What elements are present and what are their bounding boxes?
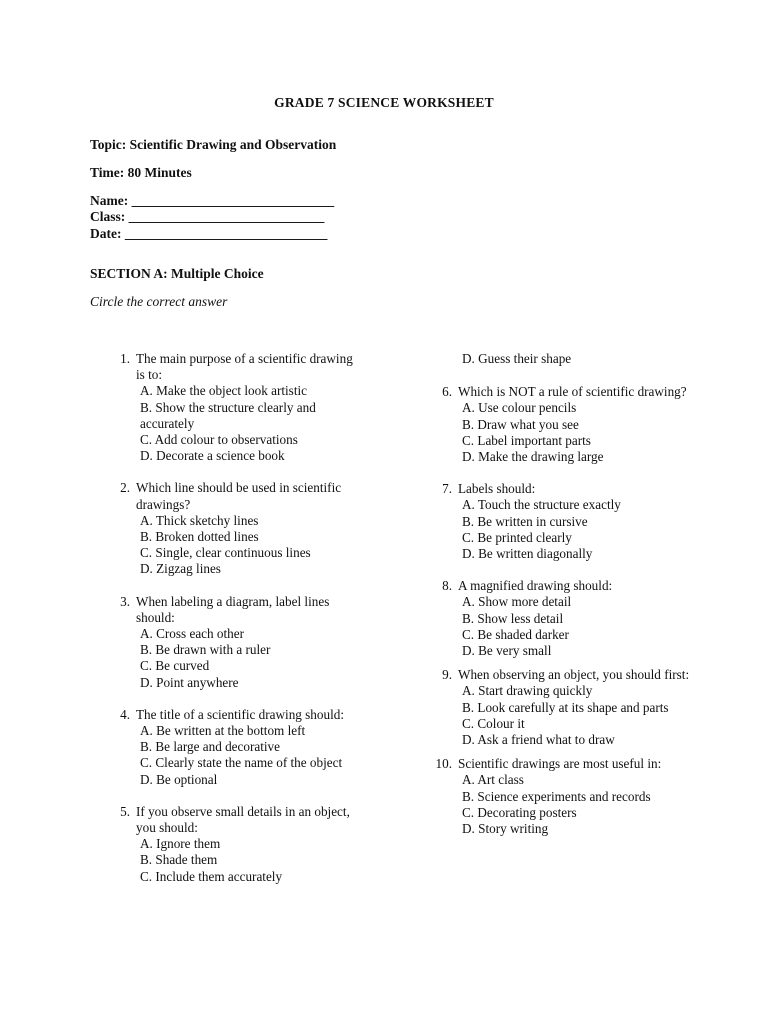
question-number: 3. xyxy=(120,593,130,609)
question-text: Which line should be used in scientific drawings? xyxy=(136,480,342,512)
question-number: 2. xyxy=(120,480,130,496)
answer-option: D. Story writing xyxy=(462,821,549,837)
answer-option: C. Be curved xyxy=(140,658,210,674)
question-number: 10. xyxy=(435,756,452,772)
answer-option: C. Clearly state the name of the object xyxy=(140,755,343,771)
left-question-column xyxy=(108,351,358,901)
answer-option: A. Art class xyxy=(462,772,524,788)
question-number: 1. xyxy=(120,351,130,366)
answer-option: D. Make the drawing large xyxy=(462,449,604,465)
question-text: Which is NOT a rule of scientific drawing? xyxy=(458,384,687,400)
question-number: 4. xyxy=(120,706,130,722)
answer-option: A. Cross each other xyxy=(140,626,245,642)
question-text: A magnified drawing should: xyxy=(458,578,613,594)
answer-option: D. Be optional xyxy=(140,771,218,787)
time-line: Time: 80 Minutes xyxy=(90,165,192,180)
date-field: Date: ______________________________ xyxy=(90,226,328,241)
answer-option: B. Be drawn with a ruler xyxy=(140,642,271,658)
answer-option: A. Touch the structure exactly xyxy=(462,497,621,513)
answer-option: C. Add colour to observations xyxy=(140,432,298,448)
answer-option: A. Be written at the bottom left xyxy=(140,723,306,739)
answer-option: B. Show the structure clearly and accurately xyxy=(140,399,316,431)
question-item xyxy=(108,480,358,577)
answer-option: C. Be shaded darker xyxy=(462,626,569,642)
answer-option: A. Use colour pencils xyxy=(462,400,577,416)
answer-option: A. Thick sketchy lines xyxy=(140,512,259,528)
answer-option: C. Single, clear continuous lines xyxy=(140,545,311,561)
answer-option: B. Draw what you see xyxy=(462,416,579,432)
answer-option: C. Be printed clearly xyxy=(462,529,572,545)
question-item xyxy=(430,578,690,659)
question-item xyxy=(108,351,358,464)
question-text: The main purpose of a scientific drawing is to: xyxy=(136,351,353,383)
answer-option: A. Show more detail xyxy=(462,594,572,610)
answer-option: B. Show less detail xyxy=(462,610,564,626)
question-text: Labels should: xyxy=(458,481,536,497)
question-item xyxy=(108,594,358,691)
answer-option: D. Be very small xyxy=(462,643,552,659)
question-item xyxy=(430,667,690,748)
section-heading: SECTION A: Multiple Choice xyxy=(90,266,264,281)
right-question-column xyxy=(430,351,690,853)
question-continuation xyxy=(430,351,690,367)
answer-option: A. Make the object look artistic xyxy=(140,383,307,399)
question-text: Scientific drawings are most useful in: xyxy=(458,756,662,772)
answer-option: D. Guess their shape xyxy=(462,351,572,366)
question-item xyxy=(108,707,358,788)
question-number: 9. xyxy=(442,667,452,683)
answer-option: D. Ask a friend what to draw xyxy=(462,732,615,748)
name-field: Name: ______________________________ xyxy=(90,193,335,208)
question-number: 6. xyxy=(442,384,452,400)
answer-option: C. Include them accurately xyxy=(140,868,283,884)
question-text: The title of a scientific drawing should: xyxy=(136,706,345,722)
question-item xyxy=(108,804,358,885)
question-number: 5. xyxy=(120,803,130,819)
question-item xyxy=(430,384,690,465)
answer-option: C. Colour it xyxy=(462,715,525,731)
answer-option: D. Point anywhere xyxy=(140,674,239,690)
answer-option: C. Label important parts xyxy=(462,432,591,448)
answer-option: B. Be large and decorative xyxy=(140,739,281,755)
question-number: 8. xyxy=(442,578,452,594)
topic-line: Topic: Scientific Drawing and Observation xyxy=(90,137,337,152)
answer-option: D. Decorate a science book xyxy=(140,448,285,464)
answer-option: A. Start drawing quickly xyxy=(462,683,593,699)
class-field: Class: _____________________________ xyxy=(90,209,325,224)
question-text: If you observe small details in an object, you should: xyxy=(136,803,350,836)
answer-option: B. Shade them xyxy=(140,852,218,868)
question-text: When labeling a diagram, label lines should: xyxy=(136,593,330,625)
question-number: 7. xyxy=(442,481,452,497)
question-item xyxy=(430,481,690,562)
worksheet-title: GRADE 7 SCIENCE WORKSHEET xyxy=(274,95,494,110)
answer-option: C. Decorating posters xyxy=(462,804,577,820)
question-text: When observing an object, you should first: xyxy=(458,667,690,683)
answer-option: B. Broken dotted lines xyxy=(140,529,259,545)
answer-option: D. Be written diagonally xyxy=(462,546,593,562)
section-instruction: Circle the correct answer xyxy=(90,294,228,309)
answer-option: B. Science experiments and records xyxy=(462,788,651,804)
answer-option: A. Ignore them xyxy=(140,836,221,852)
question-item xyxy=(430,756,690,837)
answer-option: B. Look carefully at its shape and parts xyxy=(462,699,669,715)
answer-option: B. Be written in cursive xyxy=(462,513,588,529)
answer-option: D. Zigzag lines xyxy=(140,561,221,577)
